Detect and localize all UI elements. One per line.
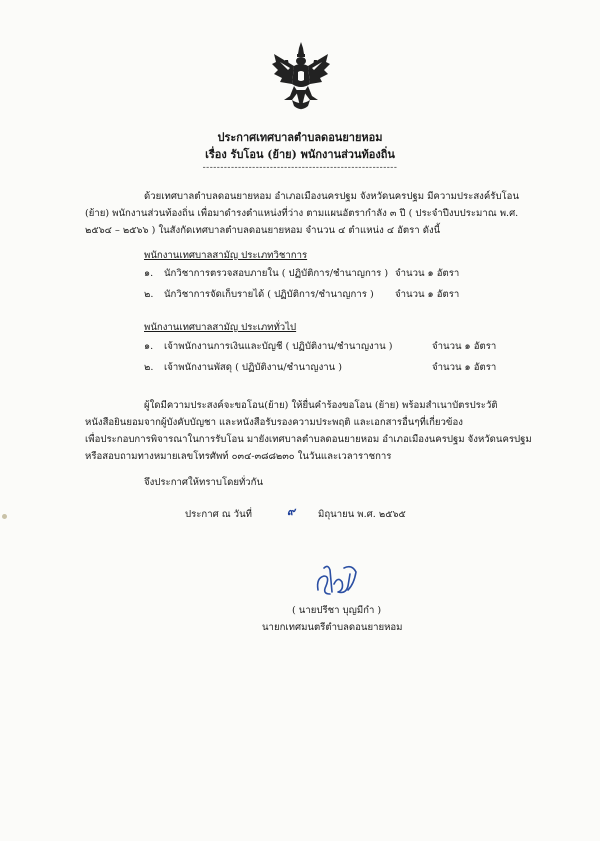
announcement-subject: เรื่อง รับโอน (ย้าย) พนักงานส่วนท้องถิ่น <box>205 148 395 161</box>
title-separator: ------------------------------------------------------- <box>202 163 398 173</box>
list-item-position: เจ้าพนักงานการเงินและบัญชี ( ปฏิบัติงาน/ชำนาญงาน ) <box>164 341 393 352</box>
group-heading-general: พนักงานเทศบาลสามัญ ประเภททั่วไป <box>144 322 297 333</box>
signatory-name: ( นายปรีชา บุญมีกำ ) <box>292 605 382 616</box>
list-item-count: จำนวน ๑ อัตรา <box>432 362 497 373</box>
group-heading-academic: พนักงานเทศบาลสามัญ ประเภทวิชาการ <box>144 250 308 261</box>
intro-line-1: ด้วยเทศบาลตำบลดอนยายหอม อำเภอเมืองนครปฐม จังหวัดนครปฐม มีความประสงค์รับโอน <box>144 191 520 202</box>
intro-line-2: (ย้าย) พนักงานส่วนท้องถิ่น เพื่อมาดำรงตำแหน่งที่ว่าง ตามแผนอัตรากำลัง ๓ ปี ( ประจำปีงบประมาณ พ.ศ. <box>85 208 519 219</box>
list-item-number: ๑. <box>144 341 154 352</box>
intro-line-3: ๒๕๖๔ – ๒๕๖๖ ) ในสังกัดเทศบาลตำบลดอนยายหอม จำนวน ๔ ตำแหน่ง ๔ อัตรา ดังนี้ <box>85 225 441 236</box>
garuda-emblem-icon <box>270 40 332 116</box>
paper-speck <box>2 514 7 519</box>
list-item-number: ๒. <box>144 289 154 300</box>
details-line-3: เพื่อประกอบการพิจารณาในการรับโอน มายังเทศบาลตำบลดอนยายหอม อำเภอเมืองนครปฐม จังหวัดนครปฐม <box>85 434 532 445</box>
details-line-4: หรือสอบถามทางหมายเลขโทรศัพท์ ๐๓๔-๓๘๘๒๓๐ ในวันและเวลาราชการ <box>85 451 392 462</box>
details-line-1: ผู้ใดมีความประสงค์จะขอโอน(ย้าย) ให้ยื่นคำร้องขอโอน (ย้าย) พร้อมสำเนาบัตรประวัติ <box>144 400 498 411</box>
list-item-position: เจ้าพนักงานพัสดุ ( ปฏิบัติงาน/ชำนาญงาน ) <box>164 362 343 373</box>
signature-icon <box>308 560 368 604</box>
closing-statement: จึงประกาศให้ทราบโดยทั่วกัน <box>144 477 264 488</box>
list-item-position: นักวิชาการตรวจสอบภายใน ( ปฏิบัติการ/ชำนาญการ ) <box>164 268 389 279</box>
list-item-number: ๑. <box>144 268 154 279</box>
announced-month-year: มิถุนายน พ.ศ. ๒๕๖๕ <box>318 509 406 520</box>
announced-prefix: ประกาศ ณ วันที่ <box>185 509 252 520</box>
list-item-position: นักวิชาการจัดเก็บรายได้ ( ปฏิบัติการ/ชำนาญการ ) <box>164 289 374 300</box>
list-item-count: จำนวน ๑ อัตรา <box>395 289 460 300</box>
list-item-count: จำนวน ๑ อัตรา <box>395 268 460 279</box>
announcement-title: ประกาศเทศบาลตำบลดอนยายหอม <box>217 131 383 144</box>
announced-day: ๙ <box>287 505 296 518</box>
details-line-2: หนังสือยินยอมจากผู้บังคับบัญชา และหนังสือรับรองความประพฤติ และเอกสารอื่นๆที่เกี่ยวข้อง <box>85 417 463 428</box>
list-item-count: จำนวน ๑ อัตรา <box>432 341 497 352</box>
list-item-number: ๒. <box>144 362 154 373</box>
signatory-position: นายกเทศมนตรีตำบลดอนยายหอม <box>262 622 403 633</box>
